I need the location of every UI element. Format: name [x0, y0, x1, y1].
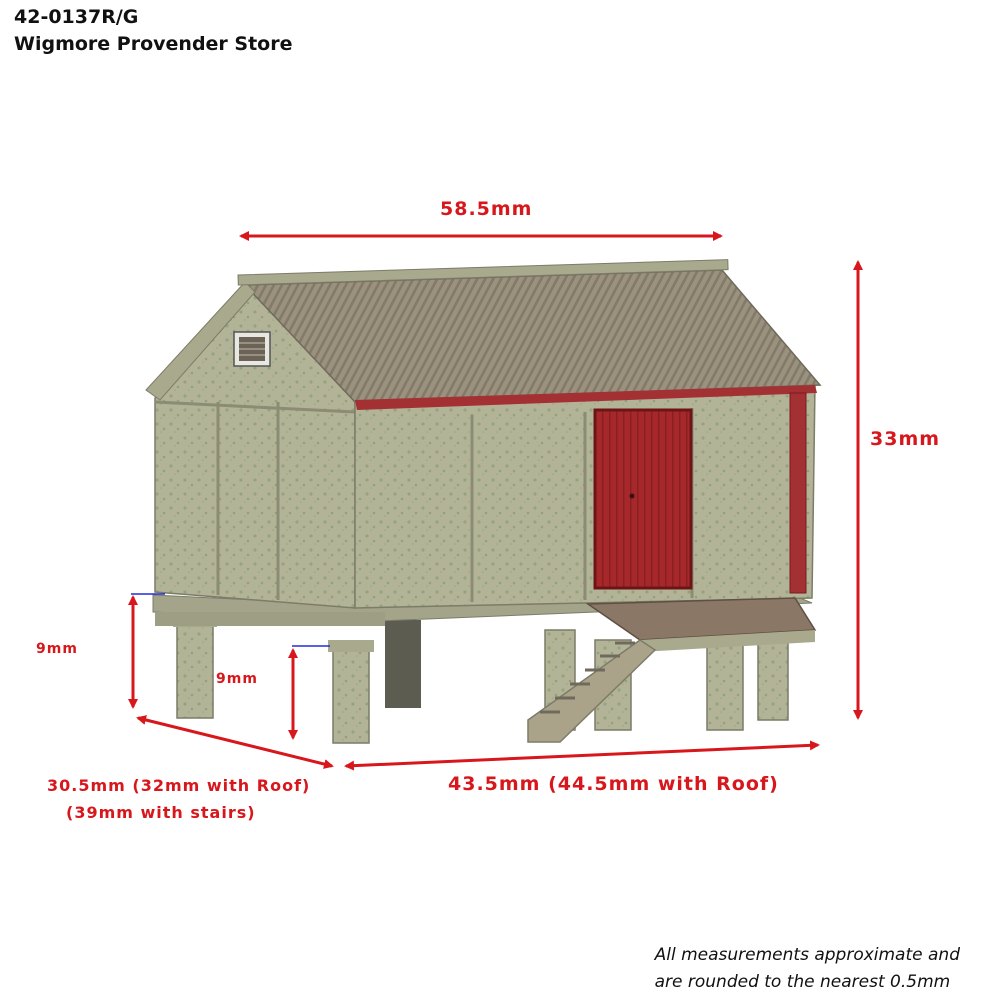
note-line1: All measurements approximate and — [654, 945, 960, 965]
depth-label-line1: 30.5mm (32mm with Roof) — [47, 776, 311, 795]
depth-label-line2: (39mm with stairs) — [66, 803, 256, 822]
depth-arrow — [138, 718, 332, 766]
note-line2: are rounded to the nearest 0.5mm — [654, 972, 951, 992]
product-code: 42-0137R/G — [14, 6, 139, 28]
height-label: 33mm — [870, 428, 941, 450]
product-name: Wigmore Provender Store — [14, 33, 293, 55]
side-wall — [355, 385, 815, 608]
length-arrow — [346, 745, 818, 766]
front-leg-height-label: 9mm — [216, 671, 258, 687]
length-label: 43.5mm (44.5mm with Roof) — [448, 773, 779, 795]
roof-width-label: 58.5mm — [440, 198, 533, 220]
red-door — [595, 410, 691, 588]
measurement-note — [655, 942, 960, 996]
left-leg-height-label: 9mm — [36, 641, 78, 657]
